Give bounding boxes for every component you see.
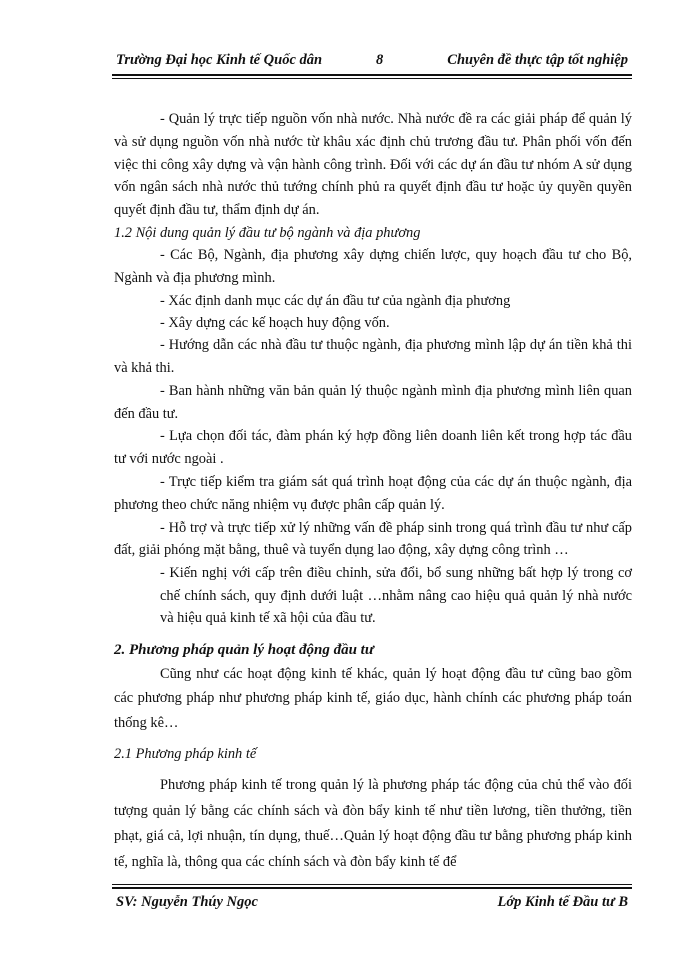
paragraph: - Các Bộ, Ngành, địa phương xây dựng chiến lược, quy hoạch đầu tư cho Bộ, Ngành và địa phương mình. bbox=[114, 246, 632, 286]
paragraph: - Quản lý trực tiếp nguồn vốn nhà nước. Nhà nước đề ra các giải pháp để quản lý và sử dụng nguồn vốn nhà nước từ khâu xác định chủ trương đầu tư. Phân phối vốn đến việc thi công xây dựng và vận hành công trình. Đối với các dự án đầu tư nhóm A sử dụng vốn ngân sách nhà nước thủ tướng chính phủ ra quyết định đầu tư hoặc ủy quyền quyền quyết định đầu tư, thẩm định dự án. bbox=[114, 111, 632, 219]
page-header bbox=[112, 50, 632, 76]
paragraph: Cũng như các hoạt động kinh tế khác, quản lý hoạt động đầu tư cũng bao gồm các phương pháp như phương pháp kinh tế, giáo dục, hành chính các phương pháp toán thống kê… bbox=[114, 665, 632, 731]
header-rule-thick bbox=[112, 74, 632, 76]
section-heading-2: 2. Phương pháp quản lý hoạt động đầu tư bbox=[114, 641, 374, 658]
paragraph: - Lựa chọn đối tác, đàm phán ký hợp đồng liên doanh liên kết trong hợp tác đầu tư với nước ngoài . bbox=[114, 428, 632, 468]
paragraph: - Trực tiếp kiểm tra giám sát quá trình hoạt động của các dự án thuộc ngành, địa phương theo chức năng nhiệm vụ được phân cấp quản lý. bbox=[114, 473, 632, 513]
page-number: 8 bbox=[376, 52, 384, 68]
footer-student-name: SV: Nguyễn Thúy Ngọc bbox=[116, 894, 258, 910]
paragraph: - Hướng dẫn các nhà đầu tư thuộc ngành, địa phương mình lập dự án tiền khả thi và khả thi. bbox=[114, 337, 632, 376]
section-heading-1-2: 1.2 Nội dung quản lý đầu tư bộ ngành và địa phương bbox=[114, 224, 421, 241]
header-university: Trường Đại học Kinh tế Quốc dân bbox=[116, 52, 323, 68]
page-body bbox=[114, 108, 632, 875]
section-heading-2-1: 2.1 Phương pháp kinh tế bbox=[114, 746, 257, 763]
header-thesis-title: Chuyên đề thực tập tốt nghiệp bbox=[447, 52, 628, 68]
indented-paragraph: - Kiến nghị với cấp trên điều chỉnh, sửa đổi, bổ sung những bất hợp lý trong cơ chế chính sách, quy định dưới luật …nhằm nâng cao hiệu quả quản lý nhà nước và hiệu quả kinh tế xã hội của đầu tư. bbox=[160, 565, 632, 627]
bullet-item: - Xây dựng các kế hoạch huy động vốn. bbox=[160, 314, 390, 331]
page-footer bbox=[112, 884, 632, 924]
paragraph: - Ban hành những văn bản quản lý thuộc ngành mình địa phương mình liên quan đến đầu tư. bbox=[114, 382, 632, 422]
paragraph: Phương pháp kinh tế trong quản lý là phương pháp tác động của chủ thể vào đối tượng quản lý bằng các chính sách và đòn bẩy kinh tế như tiền lương, tiền thưởng, tiền phạt, giá cả, lợi nhuận, tín dụng, thuế…Quản lý hoạt động đầu tư bằng phương pháp kinh tế, nghĩa là, thông qua các chính sách và đòn bẩy kinh tế để bbox=[114, 777, 632, 870]
footer-class-name: Lớp Kinh tế Đầu tư B bbox=[497, 894, 628, 910]
bullet-item: - Xác định danh mục các dự án đầu tư của ngành địa phương bbox=[160, 292, 511, 309]
header-rule-thin bbox=[112, 78, 632, 79]
paragraph: - Hỗ trợ và trực tiếp xử lý những vấn đề pháp sinh trong quá trình đầu tư như cấp đất, giải phóng mặt bằng, thuê và tuyển dụng lao động, xây dựng công trình … bbox=[114, 519, 632, 559]
